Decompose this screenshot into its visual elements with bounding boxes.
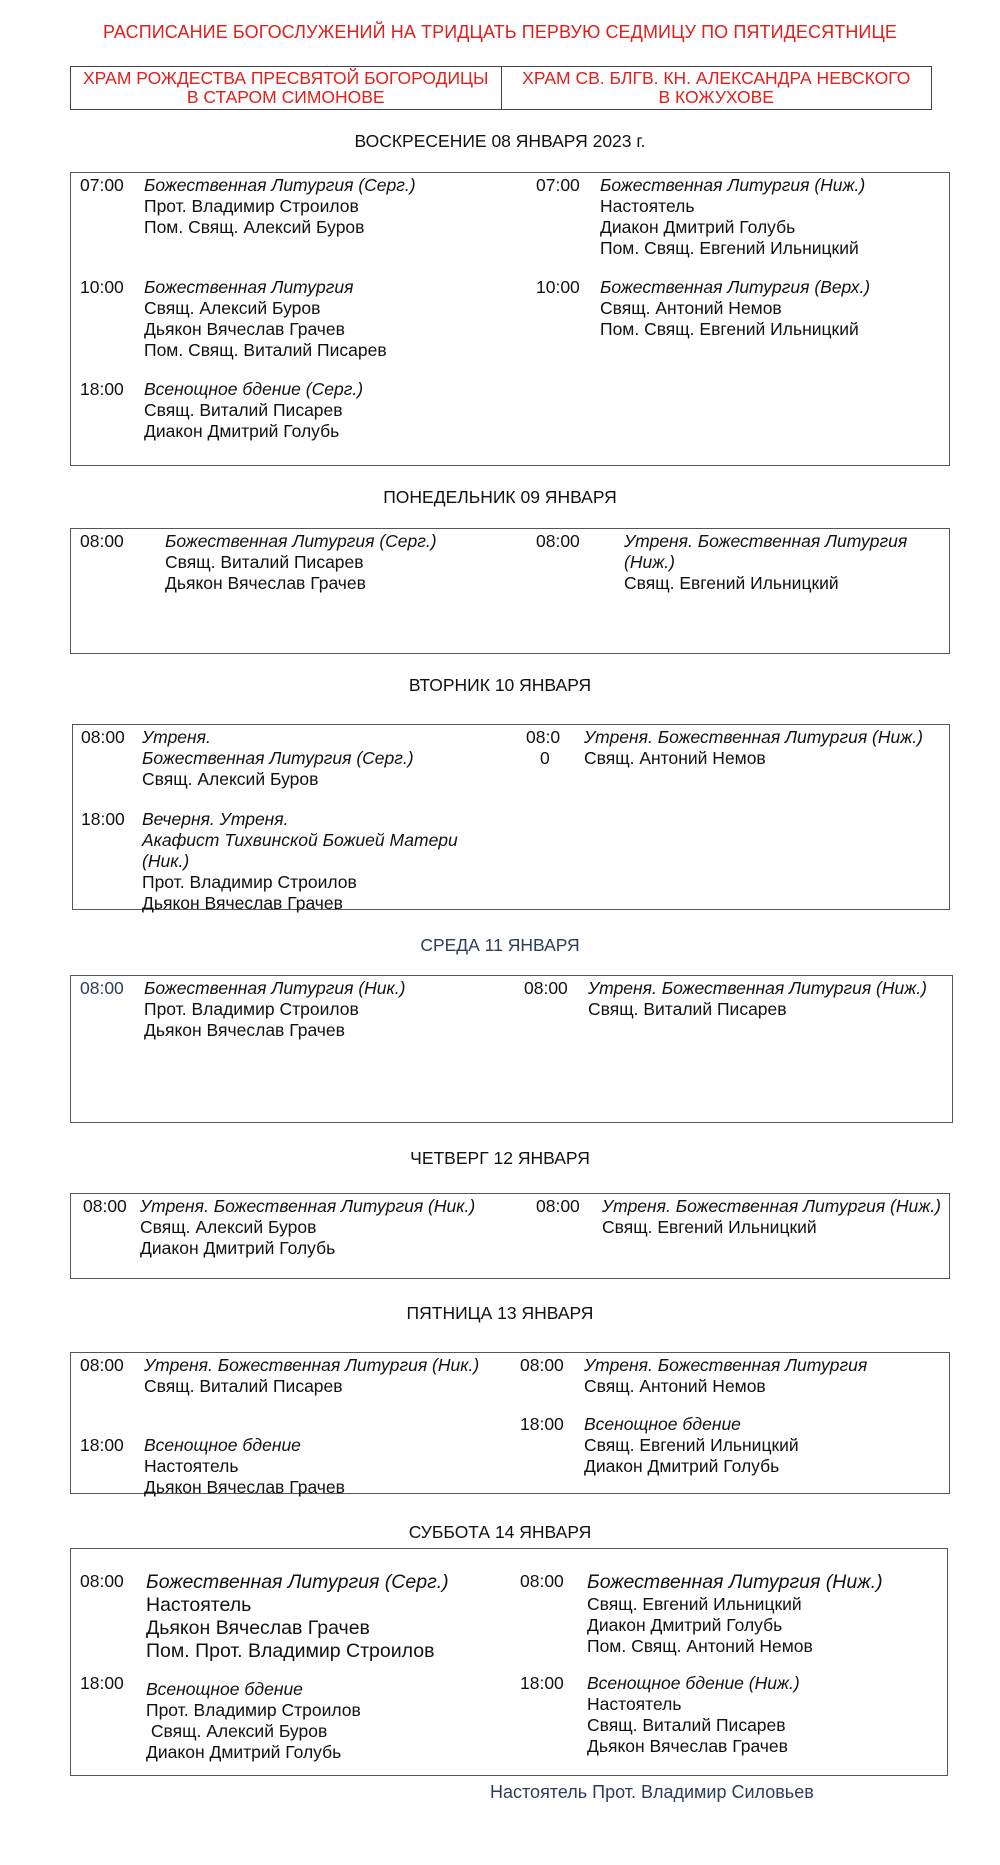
church-left-line1: ХРАМ РОЖДЕСТВА ПРЕСВЯТОЙ БОГОРОДИЦЫ bbox=[83, 68, 489, 88]
service-name: Божественная Литургия bbox=[587, 1571, 821, 1593]
officiant: Свящ. Евгений Ильницкий bbox=[587, 1594, 802, 1614]
service-time: 18:00 bbox=[520, 1414, 564, 1434]
service-time: 18:00 bbox=[81, 809, 125, 829]
officiant: Пом. Свящ. Евгений Ильницкий bbox=[600, 238, 859, 258]
service-note: (Ник.) bbox=[423, 1196, 476, 1216]
service-time: 18:00 bbox=[80, 1673, 124, 1693]
service-name: Божественная Литургия bbox=[144, 175, 354, 195]
officiant: Диакон Дмитрий Голубь bbox=[600, 217, 796, 237]
service-time: 08:00 bbox=[520, 1355, 564, 1375]
officiant: Диакон Дмитрий Голубь bbox=[584, 1456, 780, 1476]
service-name: Утреня. Божественная Литургия bbox=[588, 978, 872, 998]
service-time: 07:00 bbox=[536, 175, 580, 195]
service-note: (Ниж.) bbox=[624, 552, 675, 572]
service-name: Всенощное бдение bbox=[584, 1414, 741, 1434]
service-time: 08:00 bbox=[81, 727, 125, 747]
day-box-sunday bbox=[70, 172, 950, 466]
service-name: Божественная Литургия bbox=[144, 277, 354, 297]
service-name: Божественная Литургия bbox=[144, 978, 354, 998]
day-box-tuesday bbox=[72, 724, 950, 913]
service-time: 18:00 bbox=[80, 379, 124, 399]
officiant: Дьякон Вячеслав Грачев bbox=[144, 319, 345, 339]
officiant: Свящ. Виталий Писарев bbox=[144, 1376, 343, 1396]
officiant: Дьякон Вячеслав Грачев bbox=[142, 893, 343, 913]
officiant: Прот. Владимир Строилов bbox=[146, 1700, 361, 1720]
day-box-wednesday bbox=[70, 975, 953, 1123]
service-note: (Ниж.) bbox=[743, 1673, 800, 1693]
church-header-left bbox=[71, 67, 501, 109]
day-heading-thursday: ЧЕТВЕРГ 12 ЯНВАРЯ bbox=[410, 1148, 590, 1168]
officiant: Дьякон Вячеслав Грачев bbox=[587, 1736, 788, 1756]
service-note: (Серг.) bbox=[374, 531, 437, 551]
officiant: Пом. Свящ. Алексий Буров bbox=[144, 217, 365, 237]
officiant: Свящ. Алексий Буров bbox=[146, 1721, 328, 1741]
service-note: (Ниж.) bbox=[809, 175, 866, 195]
service-name: Утреня. Божественная Литургия bbox=[144, 1355, 428, 1375]
officiant: Свящ. Евгений Ильницкий bbox=[602, 1217, 817, 1237]
service-time: 08:00 bbox=[83, 1196, 127, 1216]
officiant: Дьякон Вячеслав Грачев bbox=[144, 1020, 345, 1040]
service-note: (Ниж.) bbox=[820, 1571, 883, 1593]
service-note: (Серг.) bbox=[351, 748, 414, 768]
officiant: Настоятель bbox=[146, 1594, 252, 1616]
day-heading-saturday: СУББОТА 14 ЯНВАРЯ bbox=[408, 1522, 592, 1542]
service-time: 0 bbox=[540, 748, 550, 768]
rector-signature: Настоятель Прот. Владимир Силовьев bbox=[490, 1782, 814, 1802]
officiant: Пом. Прот. Владимир Строилов bbox=[146, 1640, 435, 1662]
service-time: 18:00 bbox=[520, 1673, 564, 1693]
service-note: (Ник.) bbox=[427, 1355, 480, 1375]
service-time: 10:00 bbox=[536, 277, 580, 297]
day-heading-sunday: ВОСКРЕСЕНИЕ 08 ЯНВАРЯ 2023 г. bbox=[354, 131, 646, 151]
officiant: Свящ. Евгений Ильницкий bbox=[584, 1435, 799, 1455]
officiant: Свящ. Антоний Немов bbox=[600, 298, 782, 318]
service-name: Божественная Литургия bbox=[165, 531, 375, 551]
service-name: Всенощное бдение bbox=[146, 1679, 303, 1699]
officiant: Настоятель bbox=[144, 1456, 239, 1476]
service-name: Утреня. bbox=[142, 727, 211, 747]
day-heading-monday: ПОНЕДЕЛЬНИК 09 ЯНВАРЯ bbox=[383, 487, 617, 507]
officiant: Свящ. Виталий Писарев bbox=[588, 999, 787, 1019]
officiant: Прот. Владимир Строилов bbox=[144, 196, 359, 216]
officiant: Дьякон Вячеслав Грачев bbox=[146, 1617, 370, 1639]
service-name: Божественная Литургия bbox=[142, 748, 352, 768]
officiant: Дьякон Вячеслав Грачев bbox=[165, 573, 366, 593]
officiant: Свящ. Антоний Немов bbox=[584, 748, 766, 768]
service-note: (Ник.) bbox=[142, 851, 190, 871]
service-name: Божественная Литургия bbox=[146, 1571, 380, 1593]
service-name: Всенощное бдение bbox=[587, 1673, 744, 1693]
church-header-right bbox=[501, 67, 932, 109]
service-note: (Ник.) bbox=[353, 978, 406, 998]
service-name: Утреня. Божественная Литургия bbox=[624, 531, 908, 551]
day-heading-wednesday: СРЕДА 11 ЯНВАРЯ bbox=[420, 935, 580, 955]
officiant: Свящ. Антоний Немов bbox=[584, 1376, 766, 1396]
service-name: Всенощное бдение bbox=[144, 1435, 301, 1455]
officiant: Диакон Дмитрий Голубь bbox=[587, 1615, 783, 1635]
service-name: Всенощное бдение bbox=[144, 379, 301, 399]
day-box-monday bbox=[70, 528, 950, 654]
officiant: Свящ. Виталий Писарев bbox=[144, 400, 343, 420]
service-time: 08:00 bbox=[80, 1355, 124, 1375]
officiant: Свящ. Виталий Писарев bbox=[165, 552, 364, 572]
service-time: 18:00 bbox=[80, 1435, 124, 1455]
service-time: 08:00 bbox=[536, 531, 580, 551]
church-left-line2: В СТАРОМ СИМОНОВЕ bbox=[186, 87, 385, 107]
officiant: Дьякон Вячеслав Грачев bbox=[144, 1477, 345, 1497]
service-time: 08:00 bbox=[80, 978, 124, 998]
service-time: 08:00 bbox=[536, 1196, 580, 1216]
officiant: Свящ. Алексий Буров bbox=[142, 769, 319, 789]
service-name: Вечерня. Утреня. bbox=[142, 809, 289, 829]
service-note: (Серг.) bbox=[379, 1571, 449, 1593]
service-time: 08:00 bbox=[80, 531, 124, 551]
service-name: Утреня. Божественная Литургия bbox=[584, 1355, 868, 1375]
officiant: Настоятель bbox=[587, 1694, 682, 1714]
officiant: Диакон Дмитрий Голубь bbox=[140, 1238, 336, 1258]
day-heading-tuesday: ВТОРНИК 10 ЯНВАРЯ bbox=[408, 675, 592, 695]
service-note: (Ниж.) bbox=[867, 727, 923, 747]
service-name: Утреня. Божественная Литургия bbox=[602, 1196, 886, 1216]
officiant: Диакон Дмитрий Голубь bbox=[144, 421, 340, 441]
page-title: РАСПИСАНИЕ БОГОСЛУЖЕНИЙ НА ТРИДЦАТЬ ПЕРВУЮ СЕДМИЦУ ПО ПЯТИДЕСЯТНИЦЕ bbox=[102, 22, 897, 42]
officiant: Прот. Владимир Строилов bbox=[144, 999, 359, 1019]
officiant: Свящ. Евгений Ильницкий bbox=[624, 573, 839, 593]
day-box-friday bbox=[70, 1352, 950, 1497]
officiant: Свящ. Алексий Буров bbox=[140, 1217, 317, 1237]
officiant: Свящ. Виталий Писарев bbox=[587, 1715, 786, 1735]
day-box-thursday bbox=[70, 1193, 950, 1279]
service-note: (Верх.) bbox=[809, 277, 871, 297]
service-note: (Серг.) bbox=[353, 175, 416, 195]
church-right-line1: ХРАМ СВ. БЛГВ. КН. АЛЕКСАНДРА НЕВСКОГО bbox=[522, 68, 911, 88]
service-time: 08:00 bbox=[80, 1571, 124, 1591]
service-time: 10:00 bbox=[80, 277, 124, 297]
officiant: Пом. Свящ. Антоний Немов bbox=[587, 1636, 813, 1656]
day-box-saturday bbox=[70, 1548, 948, 1776]
service-name: Божественная Литургия bbox=[600, 175, 810, 195]
service-name: Утреня. Божественная Литургия bbox=[584, 727, 868, 747]
officiant: Пом. Свящ. Евгений Ильницкий bbox=[600, 319, 859, 339]
day-heading-friday: ПЯТНИЦА 13 ЯНВАРЯ bbox=[406, 1303, 594, 1323]
service-time: 08:00 bbox=[520, 1571, 564, 1591]
service-time: 08:00 bbox=[524, 978, 568, 998]
service-name: Акафист Тихвинской Божией Матери bbox=[142, 830, 458, 850]
service-note: (Ниж.) bbox=[885, 1196, 941, 1216]
church-right-line2: В КОЖУХОВЕ bbox=[658, 87, 774, 107]
officiant: Настоятель bbox=[600, 196, 695, 216]
service-note: (Серг.) bbox=[300, 379, 364, 399]
service-note: (Ниж.) bbox=[871, 978, 927, 998]
service-time: 08:0 bbox=[526, 727, 561, 747]
officiant: Свящ. Алексий Буров bbox=[144, 298, 321, 318]
church-header-table bbox=[70, 66, 932, 110]
officiant: Прот. Владимир Строилов bbox=[142, 872, 357, 892]
service-name: Божественная Литургия bbox=[600, 277, 810, 297]
service-name: Утреня. Божественная Литургия bbox=[140, 1196, 424, 1216]
officiant: Пом. Свящ. Виталий Писарев bbox=[144, 340, 387, 360]
service-time: 07:00 bbox=[80, 175, 124, 195]
officiant: Диакон Дмитрий Голубь bbox=[146, 1742, 342, 1762]
